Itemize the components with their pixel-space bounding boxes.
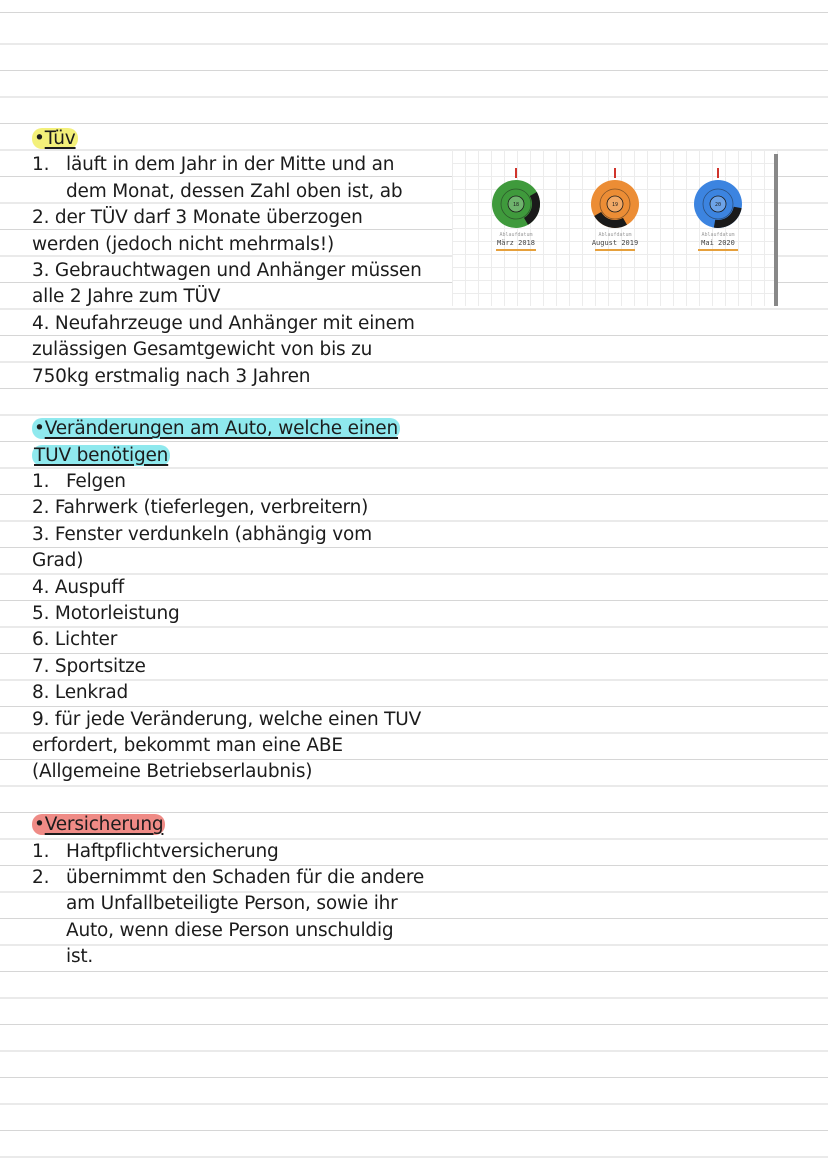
list-item <box>32 205 452 231</box>
list-number: 1. <box>32 471 50 493</box>
badge-underline <box>595 249 635 251</box>
list-item <box>32 944 452 970</box>
list-number: 1. <box>32 154 50 176</box>
badge-date: März 2018 <box>497 239 535 247</box>
badge-caption: Ablaufdatum <box>701 232 735 238</box>
tuv-sticker-blue-icon <box>691 150 745 230</box>
list-text: 5. Motorleistung <box>32 603 180 625</box>
list-item <box>32 311 452 337</box>
tuv-badge <box>575 150 655 251</box>
list-item <box>32 469 452 495</box>
list-item <box>32 364 452 390</box>
heading-veraenderungen <box>32 416 452 442</box>
list-text: erfordert, bekommt man eine ABE <box>32 734 343 756</box>
list-item <box>32 839 452 865</box>
badge-caption: Ablaufdatum <box>598 232 632 238</box>
heading-veraenderungen-line2 <box>32 443 452 469</box>
spacer <box>32 786 452 812</box>
heading-versicherung <box>32 812 452 838</box>
list-item <box>32 179 452 205</box>
highlight-tuev <box>32 128 78 149</box>
list-item <box>32 865 452 891</box>
tuv-badge <box>678 150 758 251</box>
sticker-year: 20 <box>714 202 722 208</box>
list-item <box>32 495 452 521</box>
badge-caption: Ablaufdatum <box>499 232 533 238</box>
list-item <box>32 680 452 706</box>
list-text: am Unfallbeteiligte Person, sowie ihr <box>66 893 398 915</box>
bullet: • <box>34 128 45 149</box>
tuv-badge <box>476 150 556 251</box>
bullet: • <box>34 418 45 440</box>
tuv-sticker-green-icon <box>489 150 543 230</box>
list-text: 7. Sportsitze <box>32 655 146 677</box>
list-text: Felgen <box>66 471 126 493</box>
list-item <box>32 232 452 258</box>
badge-date: August 2019 <box>591 239 639 247</box>
list-item <box>32 654 452 680</box>
list-number: 2. <box>32 866 50 888</box>
highlight-veraenderungen <box>32 418 400 439</box>
list-item <box>32 733 452 759</box>
list-item <box>32 891 452 917</box>
list-text: (Allgemeine Betriebserlaubnis) <box>32 761 313 783</box>
badge-underline <box>698 249 738 251</box>
list-text: 750kg erstmalig nach 3 Jahren <box>32 365 311 387</box>
list-item <box>32 707 452 733</box>
list-item <box>32 918 452 944</box>
list-text: 2. Fahrwerk (tieferlegen, verbreitern) <box>32 497 369 519</box>
list-text: 4. Neufahrzeuge und Anhänger mit einem <box>32 312 415 334</box>
tuv-sticker-image <box>452 150 778 306</box>
list-text: 3. Gebrauchtwagen und Anhänger müssen <box>32 259 422 281</box>
list-item <box>32 575 452 601</box>
spacer <box>32 390 452 416</box>
list-text: ist. <box>66 946 94 968</box>
scroll-bar <box>774 154 778 306</box>
list-item <box>32 627 452 653</box>
list-text: alle 2 Jahre zum TÜV <box>32 286 221 308</box>
heading-text: Versicherung <box>44 814 164 836</box>
list-item <box>32 152 452 178</box>
highlight-veraenderungen <box>32 445 170 466</box>
list-item <box>32 522 452 548</box>
list-text: läuft in dem Jahr in der Mitte und an <box>66 154 395 176</box>
sticker-year: 18 <box>512 202 520 208</box>
list-item <box>32 759 452 785</box>
heading-text: Veränderungen am Auto, welche einen <box>44 418 399 440</box>
list-text: 4. Auspuff <box>32 576 125 598</box>
list-text: Grad) <box>32 550 84 572</box>
badge-underline <box>496 249 536 251</box>
list-text: Auto, wenn diese Person unschuldig <box>66 919 394 941</box>
bullet: • <box>34 814 45 836</box>
list-item <box>32 284 452 310</box>
highlight-versicherung <box>32 814 165 835</box>
list-text: 6. Lichter <box>32 629 118 651</box>
heading-tuev <box>32 126 452 152</box>
list-text: zulässigen Gesamtgewicht von bis zu <box>32 339 373 361</box>
list-item <box>32 601 452 627</box>
heading-text: Tüv <box>44 128 76 149</box>
list-item <box>32 258 452 284</box>
list-text: 9. für jede Veränderung, welche einen TUV <box>32 708 422 730</box>
tuv-sticker-orange-icon <box>588 150 642 230</box>
list-text: 3. Fenster verdunkeln (abhängig vom <box>32 523 372 545</box>
list-item <box>32 548 452 574</box>
list-text: übernimmt den Schaden für die andere <box>66 866 425 888</box>
list-text: 8. Lenkrad <box>32 682 129 704</box>
list-text: Haftpflichtversicherung <box>66 840 279 862</box>
notes-column <box>32 126 452 971</box>
list-number: 1. <box>32 840 50 862</box>
list-text: werden (jedoch nicht mehrmals!) <box>32 233 334 255</box>
list-text: 2. der TÜV darf 3 Monate überzogen <box>32 207 363 229</box>
list-item <box>32 337 452 363</box>
badge-date: Mai 2020 <box>701 239 735 247</box>
sticker-year: 19 <box>611 202 619 208</box>
list-text: dem Monat, dessen Zahl oben ist, ab <box>66 180 403 202</box>
heading-text: TUV benötigen <box>34 444 169 466</box>
